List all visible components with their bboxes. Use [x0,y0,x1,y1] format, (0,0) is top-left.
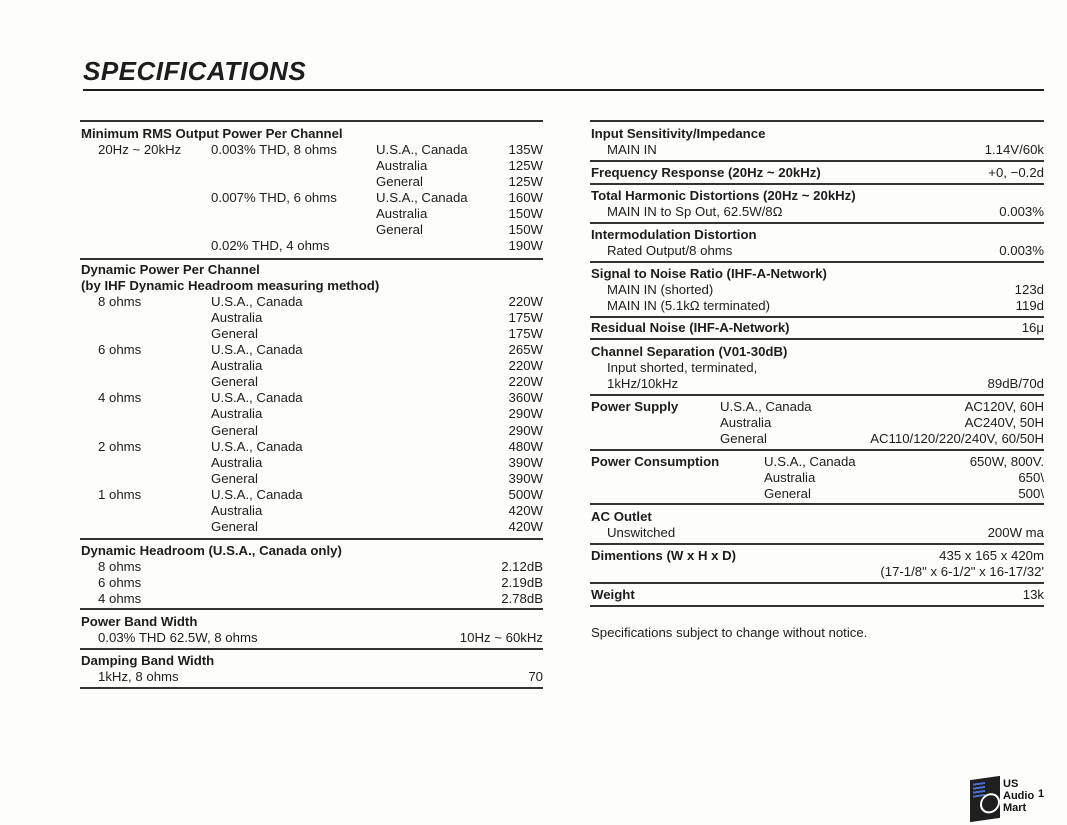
section-rule [590,316,1044,318]
section-heading: Intermodulation Distortion [591,227,757,242]
region-label: Australia [764,470,816,485]
speaker-icon [970,776,1000,822]
spec-label: 1kHz, 8 ohms [98,669,179,684]
section-rule [590,605,1044,607]
region-label: U.S.A., Canada [764,454,856,469]
region-label: General [720,431,767,446]
section-heading: Residual Noise (IHF-A-Network) [591,320,790,335]
spec-value: 125W [508,158,543,173]
spec-value: 650\ [1018,470,1044,485]
spec-value: 10Hz ~ 60kHz [459,630,543,645]
spec-value: 0.003% [999,243,1044,258]
region-label: U.S.A., Canada [376,190,468,205]
logo-line-1: US [1003,778,1019,790]
spec-value: 89dB/70d [987,376,1044,391]
spec-value: 125W [508,174,543,189]
region-label: Australia [211,454,263,470]
spec-label: Rated Output/8 ohms [607,243,733,258]
section-heading: Input Sensitivity/Impedance [591,126,766,141]
spec-label: Unswitched [607,525,676,540]
thd-label: 0.02% THD, 4 ohms [211,238,330,253]
region-label: Australia [211,406,263,422]
ohm-label: 8 ohms [98,294,142,309]
spec-value: 290W [508,406,543,422]
spec-value: 190W [508,238,543,253]
ohm-label: 2 ohms [98,438,142,454]
spec-value: 360W [508,390,543,406]
region-label: U.S.A., Canada [720,399,812,414]
section-heading: Dynamic Power Per Channel [81,262,260,277]
region-label: Australia [211,502,263,518]
ohm-label: 1 ohms [98,486,142,502]
spec-value: AC110/120/220/240V, 60/50H [870,431,1044,446]
region-label: General [211,422,258,438]
section-rule [80,120,543,122]
spec-value: 2.78dB [501,591,543,606]
section-rule [590,543,1044,545]
region-label: U.S.A., Canada [211,486,303,502]
us-audio-mart-logo [970,778,1050,822]
section-heading: Total Harmonic Distortions (20Hz ~ 20kHz) [591,188,856,203]
region-label: U.S.A., Canada [211,342,303,358]
spec-value: 650W, 800V. [969,454,1044,469]
section-rule [590,160,1044,162]
spec-value: 290W [508,422,543,438]
title-rule [83,89,1044,91]
spec-value: 160W [508,190,543,205]
region-label: Australia [720,415,772,430]
section-rule [590,183,1044,185]
spec-value: 150W [508,222,543,237]
section-rule [590,120,1044,122]
spec-value: 175W [508,326,543,342]
section-heading: Signal to Noise Ratio (IHF-A-Network) [591,266,827,281]
section-rule [590,449,1044,451]
section-rule [80,258,543,260]
spec-label: MAIN IN to Sp Out, 62.5W/8Ω [607,204,783,219]
spec-label: MAIN IN (5.1kΩ terminated) [607,298,771,313]
section-rule [590,394,1044,396]
section-rule [80,648,543,650]
section-rule [590,338,1044,340]
region-label: General [211,470,258,486]
spec-value: 175W [508,310,543,326]
spec-value: 200W ma [987,525,1044,540]
spec-value: 2.19dB [501,575,543,590]
spec-value: 500W [508,486,543,502]
region-label: General [376,174,423,189]
spec-label: MAIN IN [607,142,657,157]
spec-label: Input shorted, terminated, [607,360,758,375]
spec-value: 420W [508,502,543,518]
region-label: U.S.A., Canada [211,294,303,309]
spec-value: 13k [1022,587,1044,602]
thd-label: 0.003% THD, 8 ohms [211,142,337,157]
spec-value: 123d [1014,282,1044,297]
section-heading: Minimum RMS Output Power Per Channel [81,126,343,141]
section-heading: Damping Band Width [81,653,215,668]
region-label: Australia [376,206,428,221]
page-title: SPECIFICATIONS [83,56,307,86]
thd-label: 0.007% THD, 6 ohms [211,190,337,205]
region-label: General [211,326,258,342]
spec-value: 119d [1015,298,1044,313]
spec-value: 390W [508,470,543,486]
ohm-label: 4 ohms [98,591,142,606]
section-heading: Frequency Response (20Hz ~ 20kHz) [591,165,821,180]
region-label: General [211,518,258,534]
section-heading: Power Band Width [81,614,198,629]
region-label: U.S.A., Canada [376,142,468,157]
spec-value: +0, −0.2d [988,165,1044,180]
spec-value: 70 [528,669,543,684]
spec-value: 16μ [1021,320,1044,335]
spec-value: 1.14V/60k [984,142,1044,157]
section-heading: Dimentions (W x H x D) [591,548,737,563]
logo-line-3: Mart [1003,802,1027,814]
section-rule [80,687,543,689]
section-heading: Channel Separation (V01-30dB) [591,344,788,359]
section-rule [590,261,1044,263]
ohm-label: 8 ohms [98,559,142,574]
section-subheading: (by IHF Dynamic Headroom measuring method) [81,278,380,293]
section-heading: Power Supply [591,399,679,414]
spec-value: 500\ [1018,486,1044,501]
page-number: 1 [1038,788,1045,800]
spec-value: 2.12dB [501,559,543,574]
region-label: General [211,374,258,390]
ohm-label: 6 ohms [98,575,142,590]
region-label: U.S.A., Canada [211,390,303,406]
spec-value: AC120V, 60H [964,399,1044,414]
spec-value: 390W [508,454,543,470]
section-rule [80,608,543,610]
spec-value: 220W [508,358,543,374]
spec-value: 0.003% [999,204,1044,219]
section-rule [590,582,1044,584]
spec-label: MAIN IN (shorted) [607,282,714,297]
section-heading: Power Consumption [591,454,720,469]
spec-value: (17-1/8" x 6-1/2" x 16-17/32' [880,564,1044,579]
spec-value: AC240V, 50H [964,415,1044,430]
region-label: General [764,486,811,501]
footnote: Specifications subject to change without notice. [591,625,868,640]
spec-value: 220W [508,294,543,309]
section-rule [80,538,543,540]
spec-value: 220W [508,374,543,390]
spec-value: 420W [508,518,543,534]
region-label: Australia [211,310,263,326]
region-label: U.S.A., Canada [211,438,303,454]
freq-label: 20Hz ~ 20kHz [98,142,182,157]
spec-label: 0.03% THD 62.5W, 8 ohms [98,630,258,645]
ohm-label: 6 ohms [98,342,142,358]
logo-line-2: Audio [1003,790,1035,802]
spec-value: 435 x 165 x 420m [939,548,1044,563]
section-heading: Dynamic Headroom (U.S.A., Canada only) [81,543,342,558]
region-label: General [376,222,423,237]
spec-value: 265W [508,342,543,358]
section-heading: Weight [591,587,635,602]
spec-value: 150W [508,206,543,221]
spec-value: 480W [508,438,543,454]
spec-label: 1kHz/10kHz [607,376,679,391]
region-label: Australia [376,158,428,173]
region-label: Australia [211,358,263,374]
section-rule [590,503,1044,505]
section-heading: AC Outlet [591,509,652,524]
ohm-label: 4 ohms [98,390,142,406]
spec-value: 135W [508,142,543,157]
section-rule [590,222,1044,224]
